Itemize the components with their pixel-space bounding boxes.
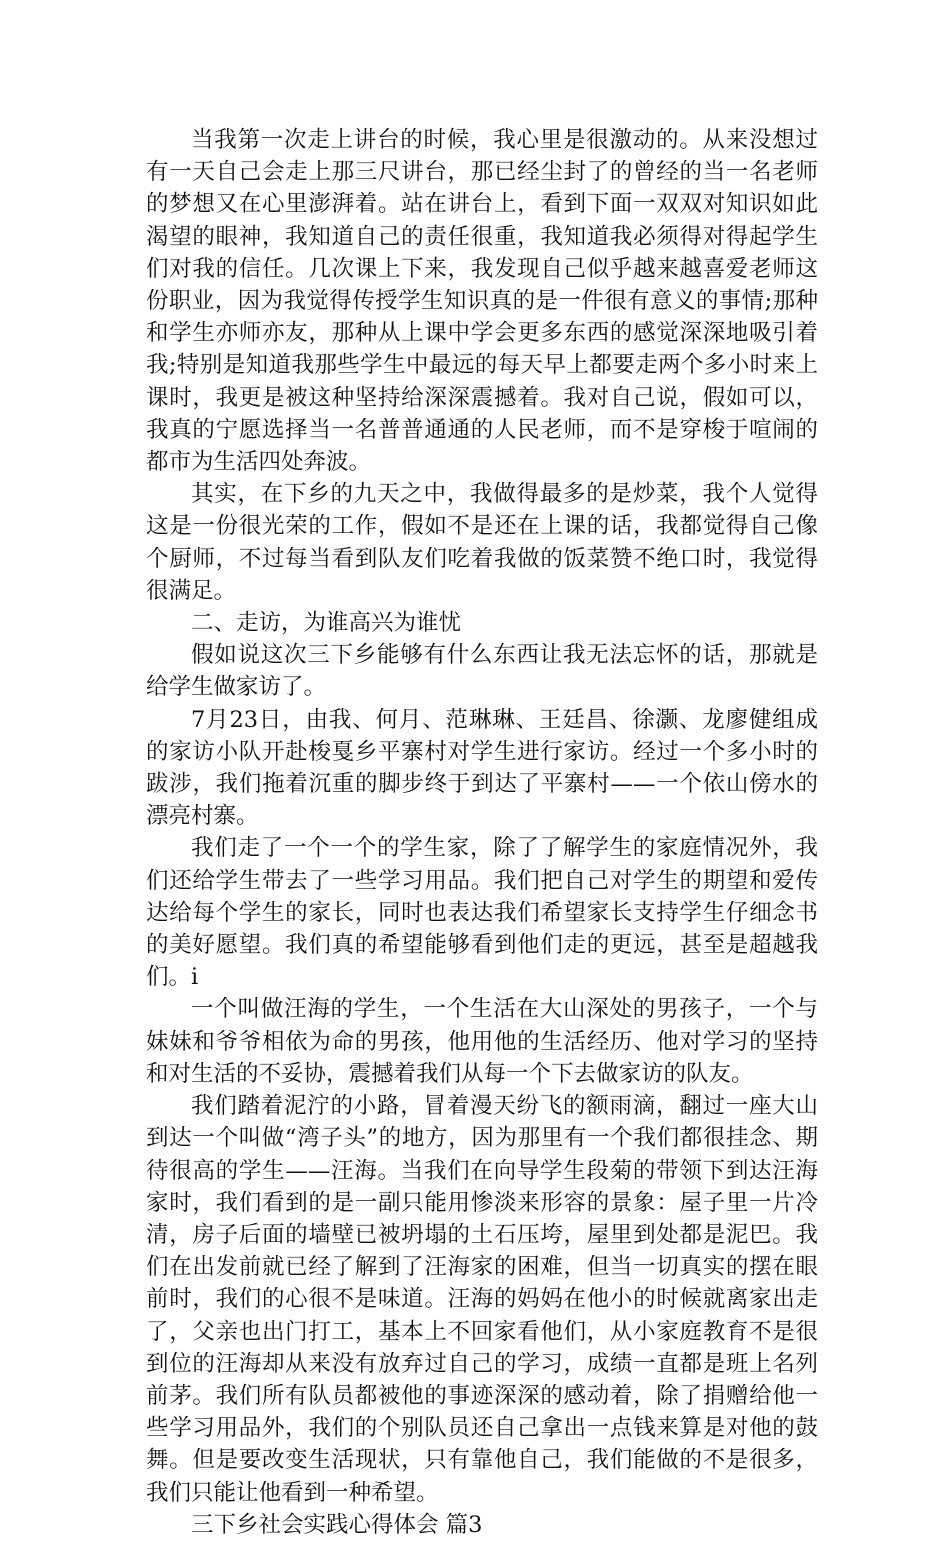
next-section-title: 三下乡社会实践心得体会 篇3 <box>191 1511 483 1538</box>
paragraph-7: 我们踏着泥泞的小路，冒着漫天纷飞的额雨滴，翻过一座大山到达一个叫做“湾子头”的地方，因为那里有一个我们都很挂念、期待很高的学生——汪海。当我们在向导学生段菊的带领下到达汪海家时，我们看到的是一副只能用惨淡来形容的景象：屋子里一片冷清，房子后面的墙壁已被坍塌的土石压垮，屋里到处都是泥巴。我们在出发前就已经了解到了汪海家的困难，但当一切真实的摆在眼前时，我们的心很不是味道。汪海的妈妈在他小的时候就离家出走了，父亲也出门打工，基本上不回家看他们，从小家庭教育不是很到位的汪海却从来没有放弃过自己的学习，成绩一直都是班上名列前茅。我们所有队员都被他的事迹深深的感动着，除了捐赠给他一些学习用品外，我们的个别队员还自己拿出一点钱来算是对他的鼓舞。但是要改变生活现状，只有靠他自己，我们能做的不是很多，我们只能让他看到一种希望。 <box>146 1093 818 1506</box>
paragraph-6: 一个叫做汪海的学生，一个生活在大山深处的男孩子，一个与妹妹和爷爷相依为命的男孩，他用他的生活经历、他对学习的坚持和对生活的不妥协，震撼着我们从每一个下去做家访的队友。 <box>146 996 818 1087</box>
paragraph-5: 我们走了一个一个的学生家，除了了解学生的家庭情况外，我们还给学生带去了一些学习用品。我们把自己对学生的期望和爱传达给每个学生的家长，同时也表达我们希望家长支持学生仔细念书的美好愿望。我们真的希望能够看到他们走的更远，甚至是超越我们。i <box>146 835 818 991</box>
paragraph-4: 7月23日，由我、何月、范琳琳、王廷昌、徐灏、龙廖健组成的家访小队开赴梭戛乡平寨村对学生进行家访。经过一个多小时的跋涉，我们拖着沉重的脚步终于到达了平寨村——一个依山傍水的漂亮村寨。 <box>146 706 818 830</box>
paragraph-3: 假如说这次三下乡能够有什么东西让我无法忘怀的话，那就是给学生做家访了。 <box>146 642 818 701</box>
section-heading: 二、走访，为谁高兴为谁忧 <box>191 610 462 637</box>
document-page <box>146 124 818 1541</box>
paragraph-2: 其实，在下乡的九天之中，我做得最多的是炒菜，我个人觉得这是一份很光荣的工作，假如不是还在上课的话，我都觉得自己像个厨师，不过每当看到队友们吃着我做的饭菜赞不绝口时，我觉得很满足。 <box>146 481 818 604</box>
paragraph-1: 当我第一次走上讲台的时候，我心里是很激动的。从来没想过有一天自己会走上那三尺讲台，那已经尘封了的曾经的当一名老师的梦想又在心里澎湃着。站在讲台上，看到下面一双双对知识如此渴望的眼神，我知道自己的责任很重，我知道我必须得对得起学生们对我的信任。几次课上下来，我发现自己似乎越来越喜爱老师这份职业，因为我觉得传授学生知识真的是一件很有意义的事情;那种和学生亦师亦友，那种从上课中学会更多东西的感觉深深地吸引着我;特别是知道我那些学生中最远的每天早上都要走两个多小时来上课时，我更是被这种坚持给深深震撼着。我对自己说，假如可以，我真的宁愿选择当一名普普通通的人民老师，而不是穿梭于喧闹的都市为生活四处奔波。 <box>146 127 818 476</box>
